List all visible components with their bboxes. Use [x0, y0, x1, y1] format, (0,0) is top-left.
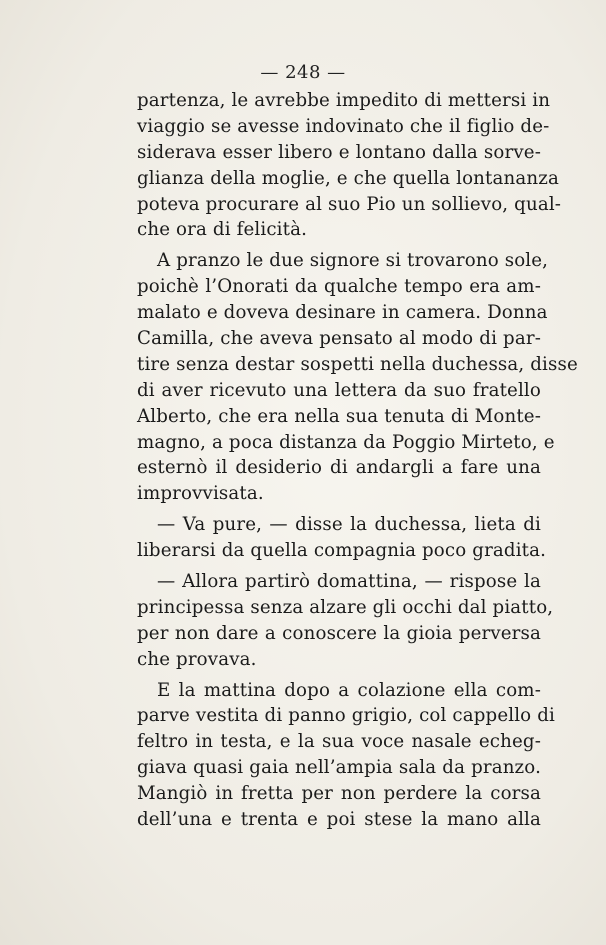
text-line: improvvisata.: [137, 483, 264, 505]
text-line: magno, a poca distanza da Poggio Mirteto, e: [137, 431, 555, 453]
paragraph-5: [137, 678, 555, 833]
text-line: poteva procurare al suo Pio un sollievo, qual-: [137, 193, 562, 215]
text-line: A pranzo le due signore si trovarono sole,: [157, 250, 549, 272]
text-line: glianza della moglie, e che quella lontananza: [137, 167, 559, 189]
text-line: Alberto, che era nella sua tenuta di Monte-: [137, 405, 541, 427]
text-line: E la mattina dopo a colazione ella com-: [157, 679, 541, 701]
text-line: viaggio se avesse indovinato che il figlio de-: [137, 115, 550, 137]
text-line: siderava esser libero e lontano dalla sorve-: [137, 141, 541, 163]
text-line: di aver ricevuto una lettera da suo fratello: [137, 379, 541, 401]
text-line: Camilla, che aveva pensato al modo di par-: [137, 328, 541, 350]
text-line: — Allora partirò domattina, — rispose la: [157, 571, 541, 593]
paragraph-2: [137, 248, 578, 507]
text-line: giava quasi gaia nell’ampia sala da pranzo.: [137, 757, 541, 779]
text-line: poichè l’Onorati da qualche tempo era am-: [137, 276, 541, 298]
paragraph-3: [137, 512, 547, 564]
text-line: dell’una e trenta e poi stese la mano alla: [137, 809, 541, 831]
text-line: che ora di felicità.: [137, 219, 308, 241]
paragraph-1: [137, 88, 562, 243]
text-line: liberarsi da quella compagnia poco gradita.: [137, 540, 547, 562]
text-line: partenza, le avrebbe impedito di mettersi in: [137, 90, 551, 111]
text-line: per non dare a conoscere la gioia perversa: [137, 622, 541, 644]
page-number: — 248 —: [260, 62, 346, 83]
text-line: feltro in testa, e la sua voce nasale echeg-: [137, 731, 541, 753]
text-line: parve vestita di panno grigio, col cappello di: [137, 705, 555, 727]
text-line: — Va pure, — disse la duchessa, lieta di: [157, 514, 541, 536]
text-line: esternò il desiderio di andargli a fare una: [137, 457, 541, 479]
text-line: tire senza destar sospetti nella duchessa, disse: [137, 353, 578, 375]
text-line: principessa senza alzare gli occhi dal piatto,: [137, 596, 554, 618]
text-line: che provava.: [137, 648, 257, 670]
body-text: [137, 88, 578, 838]
text-line: malato e doveva desinare in camera. Donna: [137, 302, 548, 324]
text-line: Mangiò in fretta per non perdere la corsa: [137, 783, 541, 805]
paragraph-4: [137, 569, 554, 673]
